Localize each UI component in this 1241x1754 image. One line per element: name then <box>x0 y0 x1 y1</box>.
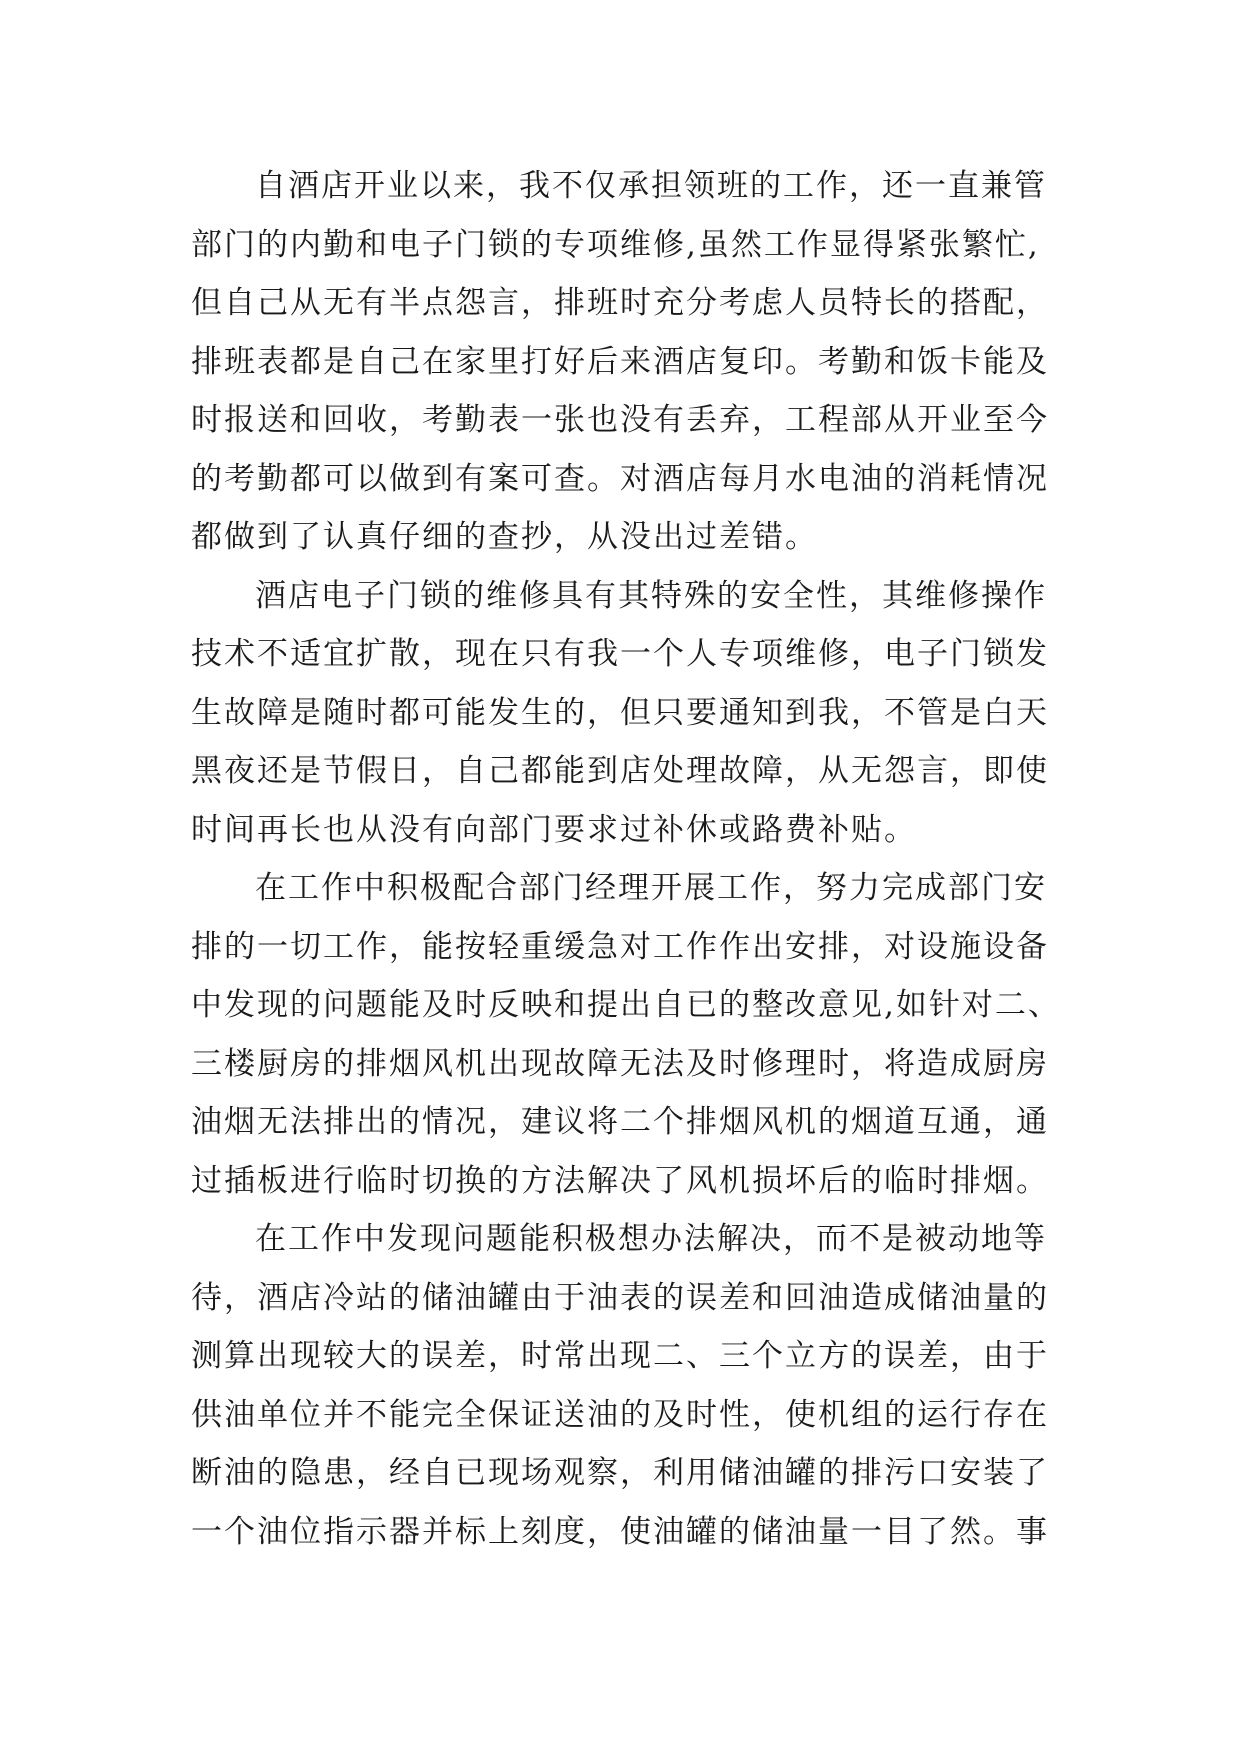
text-line: 都做到了认真仔细的查抄，从没出过差错。 <box>191 519 818 555</box>
text-line: 自酒店开业以来，我不仅承担领班的工作，还一直兼管 <box>255 168 1047 204</box>
text-line: 三楼厨房的排烟风机出现故障无法及时修理时，将造成厨房 <box>191 1045 1049 1082</box>
text-line: 的考勤都可以做到有案可查。对酒店每月水电油的消耗情况 <box>191 460 1049 497</box>
text-line: 中发现的问题能及时反映和提出自已的整改意见,如针对二、 <box>191 987 1061 1023</box>
text-line: 断油的隐患，经自已现场观察，利用储油罐的排污口安装了 <box>191 1455 1049 1491</box>
text-line: 供油单位并不能完全保证送油的及时性，使机组的运行存在 <box>191 1396 1049 1433</box>
text-line: 部门的内勤和电子门锁的专项维修,虽然工作显得紧张繁忙, <box>191 226 1040 263</box>
text-line: 一个油位指示器并标上刻度，使油罐的储油量一目了然。事 <box>191 1513 1049 1550</box>
text-line: 生故障是随时都可能发生的，但只要通知到我，不管是白天 <box>191 694 1049 731</box>
text-line: 过插板进行临时切换的方法解决了风机损坏后的临时排烟。 <box>191 1162 1049 1199</box>
text-line: 排的一切工作，能按轻重缓急对工作作出安排，对设施设备 <box>191 928 1049 965</box>
text-line: 时间再长也从没有向部门要求过补休或路费补贴。 <box>191 811 917 848</box>
text-line: 排班表都是自己在家里打好后来酒店复印。考勤和饭卡能及 <box>191 343 1049 380</box>
text-line: 在工作中发现问题能积极想办法解决，而不是被动地等 <box>255 1221 1047 1257</box>
text-line: 油烟无法排出的情况，建议将二个排烟风机的烟道互通，通 <box>191 1104 1049 1140</box>
paragraph-2 <box>191 567 1091 860</box>
text-line: 在工作中积极配合部门经理开展工作，努力完成部门安 <box>255 870 1047 906</box>
document-body <box>191 157 1091 1561</box>
paragraph-3 <box>191 859 1091 1210</box>
text-line: 时报送和回收，考勤表一张也没有丢弃，工程部从开业至今 <box>191 402 1049 438</box>
text-line: 酒店电子门锁的维修具有其特殊的安全性，其维修操作 <box>255 577 1047 614</box>
text-line: 技术不适宜扩散，现在只有我一个人专项维修，电子门锁发 <box>191 636 1049 672</box>
text-line: 但自己从无有半点怨言，排班时充分考虑人员特长的搭配， <box>191 285 1049 321</box>
paragraph-4 <box>191 1210 1091 1561</box>
text-line: 测算出现较大的误差，时常出现二、三个立方的误差，由于 <box>191 1338 1049 1374</box>
text-line: 待，酒店冷站的储油罐由于油表的误差和回油造成储油量的 <box>191 1279 1049 1316</box>
paragraph-1 <box>191 157 1091 567</box>
text-line: 黑夜还是节假日，自己都能到店处理故障，从无怨言，即使 <box>191 753 1049 789</box>
